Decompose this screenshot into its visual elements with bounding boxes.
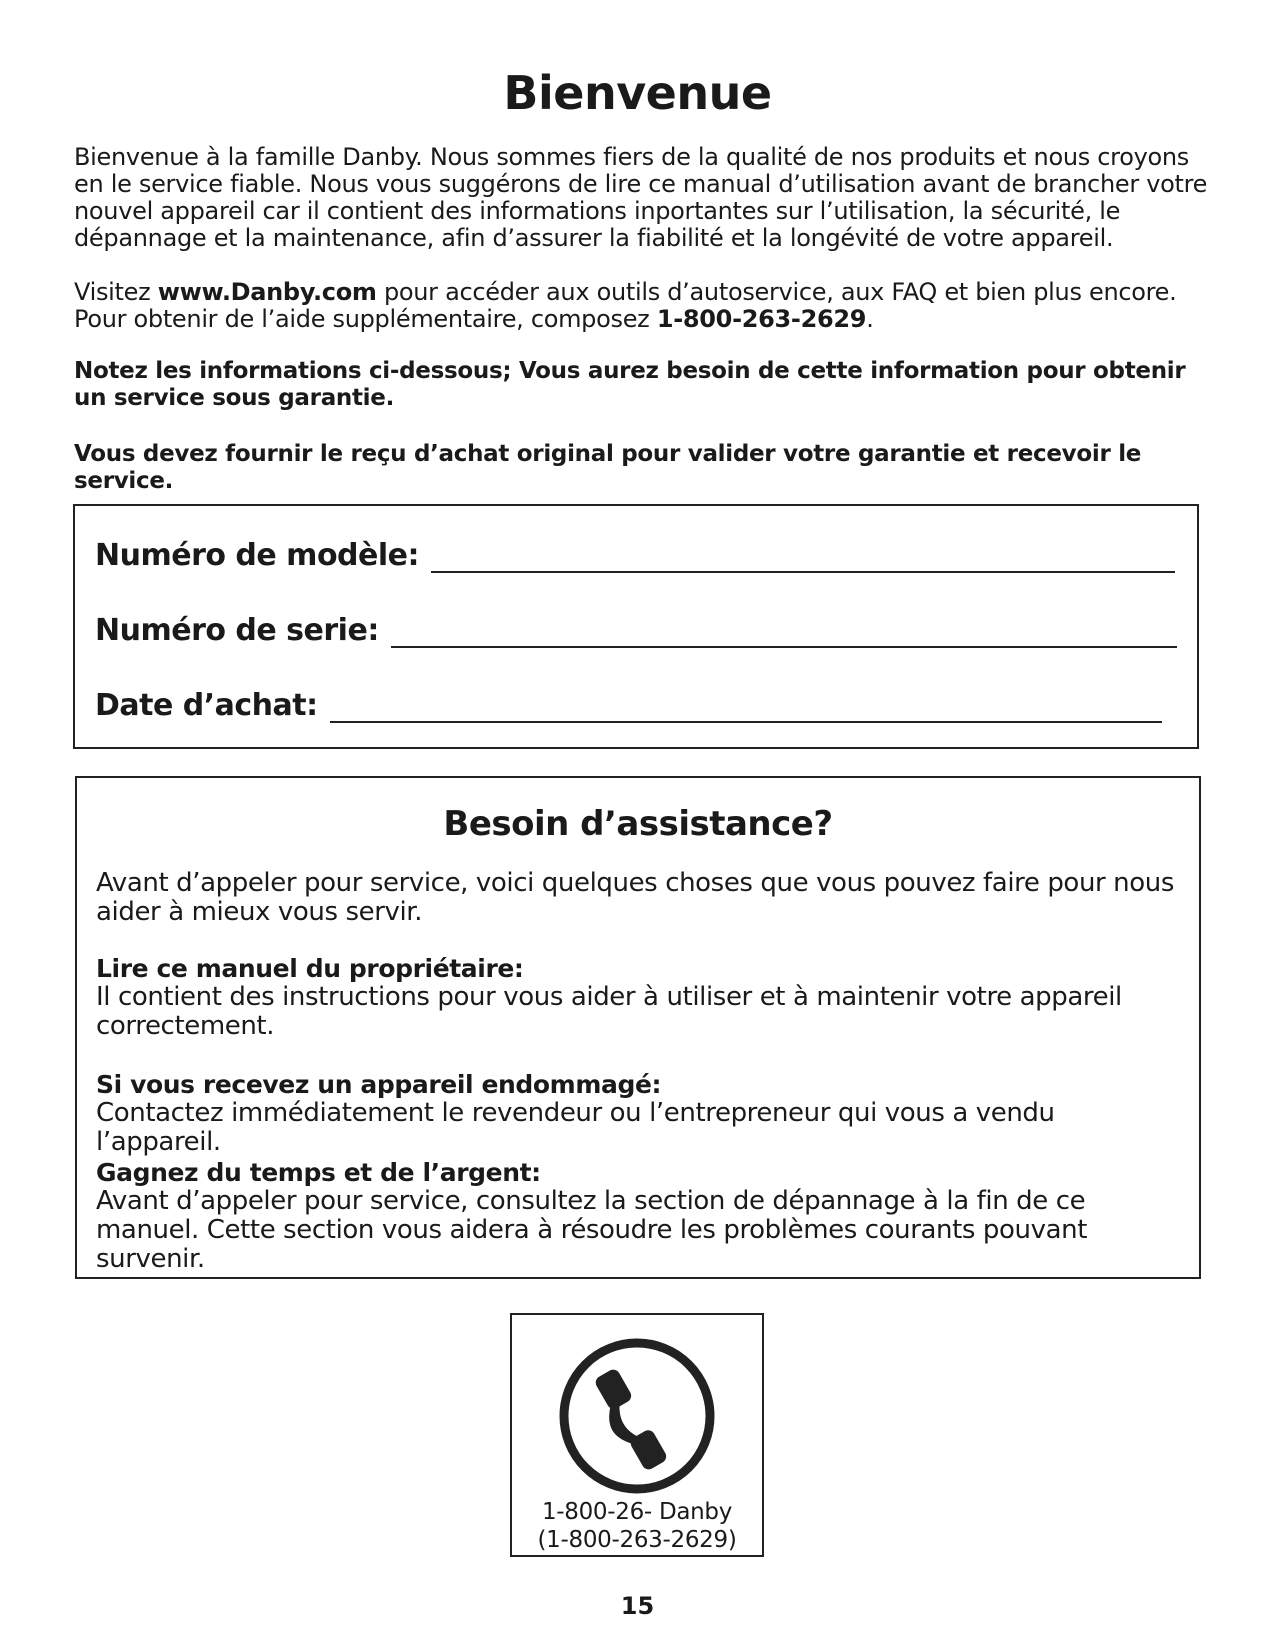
page-title: Bienvenue <box>503 66 772 120</box>
welcome-paragraph: Bienvenue à la famille Danby. Nous sommes fiers de la qualité de nos produits et nous croyons en le service fiable. Nous vous suggérons de lire ce manual d’utilisation avant de brancher votre nouvel appareil car il contient des informations inportantes sur l’utilisation, la sécurité, le dépannage et la maintenance, afin d’assurer la fiabilité et la longévité de votre appareil. <box>74 143 1208 252</box>
section-damaged-body: Contactez immédiatement le revendeur ou l’entrepreneur qui vous a vendu l’appareil. <box>96 1098 1055 1157</box>
assistance-box <box>75 776 1201 1279</box>
page-number: 15 <box>620 1592 655 1620</box>
assistance-section-manual <box>96 954 1176 1041</box>
purchase-date-row <box>95 688 1162 723</box>
section-manual-heading: Lire ce manuel du propriétaire: <box>96 954 524 983</box>
website-url[interactable]: www.Danby.com <box>157 278 377 306</box>
receipt-requirement: Vous devez fournir le reçu d’achat original pour valider votre garantie et recevoir le service. <box>74 441 1142 494</box>
section-save-body: Avant d’appeler pour service, consultez la section de dépannage à la fin de ce manuel. Cette section vous aidera à résoudre les problèmes courants pouvant survenir. <box>96 1186 1088 1274</box>
website-paragraph <box>74 279 1209 333</box>
section-save-heading: Gagnez du temps et de l’argent: <box>96 1158 541 1187</box>
note-warranty-info: Notez les informations ci-dessous; Vous aurez besoin de cette information pour obtenir un service sous garantie. <box>74 358 1186 411</box>
section-damaged-heading: Si vous recevez un appareil endommagé: <box>96 1070 662 1099</box>
model-number-row <box>95 538 1175 573</box>
phone-contact-box <box>510 1313 764 1557</box>
assistance-title: Besoin d’assistance? <box>443 804 833 844</box>
section-manual-body: Il contient des instructions pour vous aider à utiliser et à maintenir votre appareil correctement. <box>96 982 1122 1041</box>
serial-number-row <box>95 613 1177 648</box>
purchase-date-label: Date d’achat: <box>95 688 318 723</box>
product-record-box <box>73 504 1199 749</box>
model-number-blank <box>431 545 1175 573</box>
website-text-a: Visitez <box>74 278 158 306</box>
purchase-date-blank <box>330 695 1162 723</box>
phone-icon <box>556 1335 718 1497</box>
model-number-label: Numéro de modèle: <box>95 538 420 573</box>
phone-number: (1-800-263-2629) <box>537 1527 737 1553</box>
website-text-b: pour accéder aux outils d’autoservice, aux FAQ et bien plus encore. Pour obtenir de l’aide supplémentaire, composez <box>74 278 1177 333</box>
website-text-c: . <box>866 305 874 333</box>
phone-mnemonic: 1-800-26- Danby <box>541 1499 733 1525</box>
serial-number-blank <box>391 620 1177 648</box>
assistance-section-save <box>96 1158 1176 1274</box>
serial-number-label: Numéro de serie: <box>95 613 379 648</box>
assistance-section-damaged <box>96 1070 1176 1157</box>
assistance-intro: Avant d’appeler pour service, voici quelques choses que vous pouvez faire pour nous aider à mieux vous servir. <box>96 868 1174 927</box>
support-phone-number: 1-800-263-2629 <box>656 305 867 333</box>
